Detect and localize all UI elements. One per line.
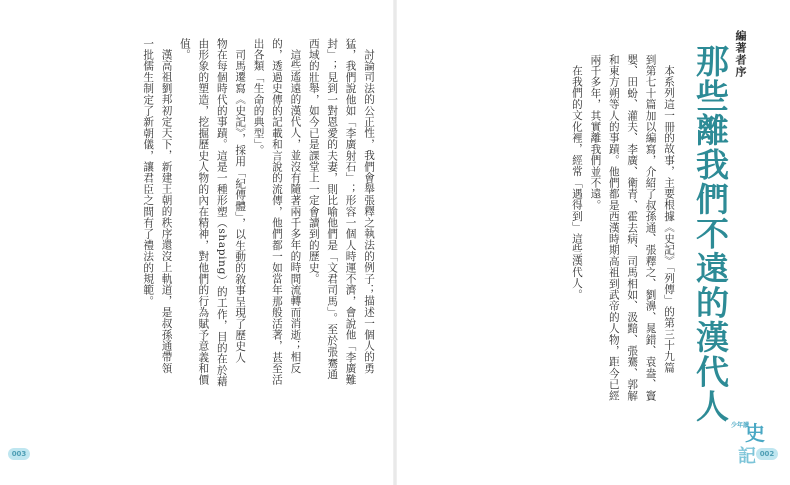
logo-glyph-shi: 史 xyxy=(745,421,765,445)
paragraph-line: 由形象的塑造，挖掘歷史人物的內在精神，對他們的行為賦予意義和價 xyxy=(197,38,210,386)
page-number: 002 xyxy=(756,448,778,460)
paragraph-line: 在我們的文化裡，經常「遇得到」這些漢代人。 xyxy=(570,65,583,301)
paragraph-line: 漢高祖劉邦初定天下，新建王朝的秩序還沒上軌道，是叔孫通帶領 xyxy=(160,49,173,374)
paragraph-line: 物在每個時代的事蹟。這是一種形塑（shaping）的工作，目的在於藉 xyxy=(215,38,228,387)
right-page xyxy=(395,0,790,485)
paragraph-line: 兩千多年，其實離我們並不遠。 xyxy=(589,54,602,211)
paragraph-line: 討論司法的公正性，我們會舉張釋之執法的例子；描述一個人的勇 xyxy=(363,49,375,374)
paragraph-line: 猛，我們說他如「李廣射石」；形容一個人時運不濟，會說他「李廣難 xyxy=(344,38,357,386)
paragraph-line: 嬰、田蚡、灌夫、李廣、衛青、霍去病、司馬相如、汲黯、張騫、郭解 xyxy=(626,54,639,402)
paragraph-line: 和東方朔等人的事蹟。他們都是西漢時期高祖到武帝的人物，距今已經 xyxy=(607,54,620,402)
paragraph-line: 封」；見到一對恩愛的夫妻，則比喻他們是「文君司馬」。至於張騫通 xyxy=(326,38,339,380)
page-number: 003 xyxy=(8,448,30,460)
paragraph-line: 出各類「生命的典型」。 xyxy=(252,38,265,156)
paragraph-line: 值。 xyxy=(178,38,191,61)
series-logo-caption: 少年讀 xyxy=(731,422,750,429)
paragraph-line: 的，透過史傳的記載和言說的流傳，他們都一如當年那般活著，甚至活 xyxy=(270,38,283,386)
chapter-title: 那些離我們不遠的漢代人 xyxy=(691,44,730,424)
paragraph-line: 本系列這一冊的故事，主要根據《史記》「列傳」的第三十九篇 xyxy=(663,65,675,374)
paragraph-line: 一批儒生制定了新朝儀，讓君臣之間有了禮法的規範。 xyxy=(142,38,155,307)
paragraph-line: 西域的壯舉，如今已是課堂上一定會讀到的歷史。 xyxy=(307,38,320,285)
logo-glyph-ji: 記 xyxy=(738,446,756,466)
paragraph-line: 司馬遷寫《史記》，採用「紀傳體」，以生動的敘事呈現了歷史人 xyxy=(234,49,247,364)
section-label: 編著者序 xyxy=(734,30,747,78)
right-body-text xyxy=(568,54,678,401)
left-body-text xyxy=(139,38,378,387)
paragraph-line: 這些遙遠的漢代人，並沒有隨著兩千多年的時間流轉而消逝；相反 xyxy=(289,49,302,374)
paragraph-line: 到第七十篇加以編寫，介紹了叔孫通、張釋之、劉濞、晁錯、袁盎、竇 xyxy=(644,54,657,402)
